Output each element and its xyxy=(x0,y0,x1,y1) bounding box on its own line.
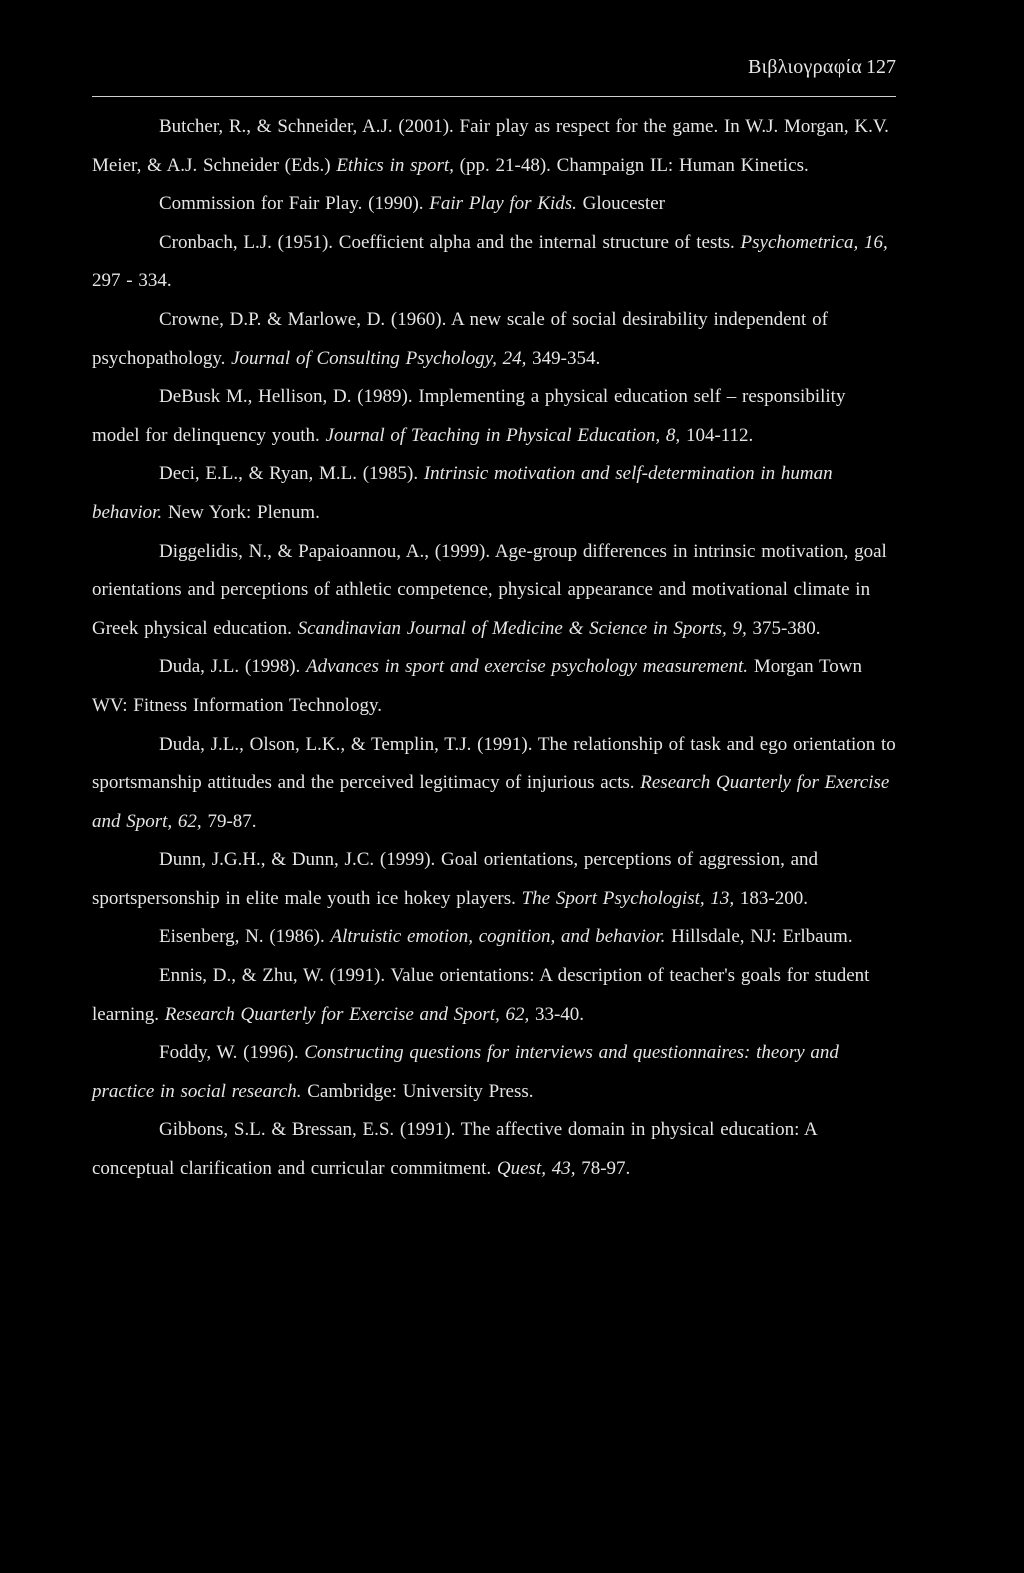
reference-details: 104-112. xyxy=(680,424,754,446)
reference-entry xyxy=(92,1034,897,1111)
reference-entry xyxy=(92,455,897,532)
reference-entry xyxy=(92,1111,897,1188)
reference-details: (pp. 21-48). Champaign IL: Human Kinetics. xyxy=(453,154,809,176)
reference-source-title: Journal of Consulting Psychology, 24, xyxy=(231,347,527,369)
reference-source-title: Psychometrica, 16, xyxy=(740,231,888,253)
reference-entry xyxy=(92,185,897,224)
reference-details: 297 - 334. xyxy=(92,270,172,292)
bibliography-list xyxy=(92,108,897,1189)
reference-entry xyxy=(92,957,897,1034)
reference-text: Butcher, R., & Schneider, A.J. (2001). Fair play as respect for the game. In W.J. Morgan, K.V. Meier, & A.J. Schneider (Eds.) xyxy=(92,116,889,176)
reference-text: Crowne, D.P. & Marlowe, D. (1960). A new scale of social desirability independent of psychopathology. xyxy=(92,308,828,369)
running-head-title: Βιβλιογραφία xyxy=(747,56,862,78)
reference-source-title: Advances in sport and exercise psychology measurement. xyxy=(306,656,749,678)
reference-details: New York: Plenum. xyxy=(162,501,320,523)
reference-text: Foddy, W. (1996). xyxy=(159,1042,305,1064)
reference-entry xyxy=(92,224,897,301)
reference-text: Duda, J.L. (1998). xyxy=(159,656,307,678)
page-header xyxy=(92,52,896,97)
reference-text: Gibbons, S.L. & Bressan, E.S. (1991). The affective domain in physical education: A conceptual clarification and curricular commitment. xyxy=(92,1119,817,1180)
reference-source-title: Research Quarterly for Exercise and Sport, 62, xyxy=(164,1003,530,1025)
reference-source-title: Research Quarterly for Exercise and Sport, 62, xyxy=(92,772,890,832)
reference-entry xyxy=(92,378,897,455)
reference-details: 33-40. xyxy=(529,1003,585,1025)
reference-entry xyxy=(92,841,897,918)
reference-source-title: Intrinsic motivation and self-determination in human behavior. xyxy=(92,463,833,523)
reference-source-title: The Sport Psychologist, 13, xyxy=(521,887,735,909)
reference-text: Dunn, J.G.H., & Dunn, J.C. (1999). Goal orientations, perceptions of aggression, and sportspersonship in elite male youth ice hokey players. xyxy=(92,849,819,909)
reference-text: Duda, J.L., Olson, L.K., & Templin, T.J. (1991). The relationship of task and ego orientation to sportsmanship attitudes and the perceived legitimacy of injurious acts. xyxy=(92,733,896,794)
reference-source-title: Ethics in sport, xyxy=(336,154,454,176)
reference-source-title: Quest, 43, xyxy=(496,1158,576,1180)
reference-entry xyxy=(92,301,897,378)
reference-source-title: Fair Play for Kids. xyxy=(429,193,577,215)
reference-source-title: Altruistic emotion, cognition, and behavior. xyxy=(330,926,666,948)
reference-details: Hillsdale, NJ: Erlbaum. xyxy=(665,926,853,948)
reference-text: Ennis, D., & Zhu, W. (1991). Value orientations: A description of teacher's goals for student learning. xyxy=(92,965,870,1025)
page-number: 127 xyxy=(866,56,896,78)
reference-details: Morgan Town WV: Fitness Information Technology. xyxy=(92,656,863,716)
reference-entry xyxy=(92,108,897,185)
reference-text: DeBusk M., Hellison, D. (1989). Implementing a physical education self – responsibility model for delinquency youth. xyxy=(92,386,846,446)
reference-text: Eisenberg, N. (1986). xyxy=(159,926,331,948)
reference-entry xyxy=(92,648,897,725)
reference-details: Gloucester xyxy=(576,193,665,215)
reference-source-title: Constructing questions for interviews and questionnaires: theory and practice in social research. xyxy=(92,1042,839,1102)
reference-details: 349-354. xyxy=(526,347,601,369)
reference-details: 375-380. xyxy=(746,617,821,639)
reference-details: Cambridge: University Press. xyxy=(301,1080,534,1102)
reference-text: Deci, E.L., & Ryan, M.L. (1985). xyxy=(159,463,424,485)
reference-text: Commission for Fair Play. (1990). xyxy=(159,193,430,215)
reference-details: 78-97. xyxy=(575,1158,631,1180)
reference-entry xyxy=(92,533,897,649)
reference-text: Cronbach, L.J. (1951). Coefficient alpha and the internal structure of tests. xyxy=(159,231,741,253)
reference-source-title: Journal of Teaching in Physical Education, 8, xyxy=(325,424,681,446)
reference-text: Diggelidis, N., & Papaioannou, A., (1999). Age-group differences in intrinsic motivation, goal orientations and perceptions of athletic competence, physical appearance and motivational climate in Greek physical education. xyxy=(92,540,887,639)
reference-details: 79-87. xyxy=(201,810,257,832)
reference-entry xyxy=(92,726,897,842)
reference-details: 183-200. xyxy=(734,887,808,909)
reference-source-title: Scandinavian Journal of Medicine & Science in Sports, 9, xyxy=(297,617,747,639)
reference-entry xyxy=(92,918,897,957)
